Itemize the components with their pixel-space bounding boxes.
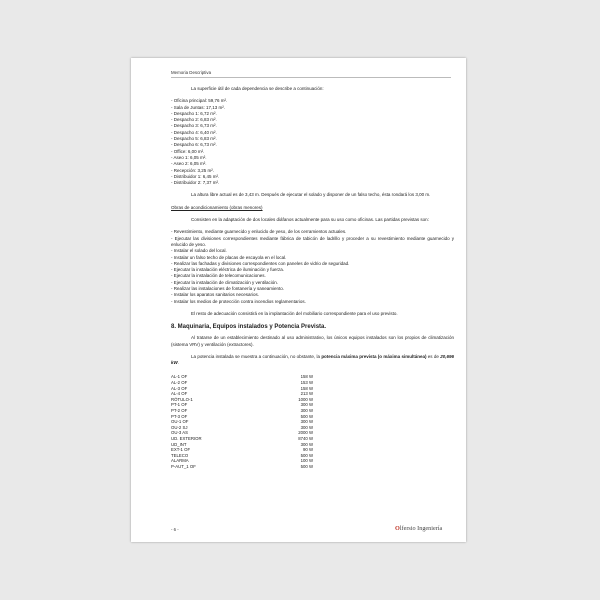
- list-item: - Realizar las fachadas y divisiones correspondientes con paneles de vidrio de seguridad.: [171, 260, 350, 266]
- brand-name: lfersio Ingeniería: [399, 525, 443, 532]
- equipment-name: OU-3 AS: [171, 430, 188, 436]
- power-paragraph: [171, 354, 454, 367]
- list-item: - Despacho 5: 6,83 m².: [171, 136, 217, 142]
- equipment-name: TELECO: [171, 452, 189, 458]
- works-list: [171, 229, 454, 305]
- document-page: [131, 58, 466, 542]
- equipment-name: PT-1 OF: [171, 402, 188, 408]
- list-item: - Despacho 4: 6,40 m².: [171, 129, 217, 135]
- equipment-power: 300 W: [300, 441, 313, 447]
- list-item: - Instalar los aparatos sanitarios necesarios.: [171, 292, 260, 298]
- list-item: - Sala de Juntas: 17,13 m².: [171, 104, 226, 110]
- surfaces-list: [171, 98, 454, 186]
- list-item: - Ejecutar las divisiones correspondientes mediante fábrica de tabicón de ladrillo y proceder a su revestimiento mediante guarnecido y enlucido de yeso.: [171, 235, 454, 247]
- equipment-power: 213 W: [300, 391, 313, 397]
- list-item: - Despacho 6: 6,73 m².: [171, 142, 217, 148]
- equipment-name: UD_INT: [171, 441, 187, 447]
- equipment-name: AL-4 OF: [171, 391, 188, 397]
- equipment-power: 100 W: [300, 458, 313, 464]
- power-value: 20,696 kW: [171, 353, 454, 366]
- equipment-name: EXT-1 OF: [171, 447, 191, 453]
- equipment-name: PT-2 OF: [171, 407, 188, 413]
- equipment-name: AL-3 OF: [171, 385, 188, 391]
- equipment-power: 500 W: [300, 452, 313, 458]
- list-item: - Ejecutar la instalación eléctrica de iluminación y fuerza.: [171, 267, 285, 273]
- section-8-paragraph: Al tratarse de un establecimiento destinado al uso administrativo, los únicos equipos instalados son los propios de climatización (sistema VRV) y ventilación (extractores).: [171, 335, 454, 347]
- running-header: Memoria Descriptiva: [171, 70, 451, 78]
- list-item: - Instalar el solado del local.: [171, 248, 227, 254]
- equipment-power: 90 W: [302, 447, 313, 453]
- list-item: - Despacho 1: 6,72 m².: [171, 110, 217, 116]
- footer-brand: [395, 525, 442, 532]
- page-number: - 6 -: [171, 527, 179, 532]
- furniture-paragraph: El resto de adecuación consistirá en la implantación del mobiliario correspondiente para el uso previsto.: [191, 310, 398, 316]
- list-item: - Ejecutar la instalación de climatización y ventilación.: [171, 279, 279, 285]
- list-item: - Aseo 2: 6,05 m².: [171, 161, 207, 167]
- list-item: - Despacho 2: 6,83 m².: [171, 117, 217, 123]
- brand-initial: O: [395, 525, 400, 532]
- works-heading: Obras de acondicionamiento (obras menores): [171, 204, 263, 210]
- power-text-pre: La potencia instalada se muestra a continuación, no obstante, la: [191, 353, 320, 359]
- equipment-table: [171, 374, 313, 469]
- list-item: - Recepción: 3,25 m².: [171, 167, 215, 173]
- equipment-power: 153 W: [300, 379, 313, 385]
- list-item: - Realizar las instalaciones de fontanería y saneamiento.: [171, 286, 285, 292]
- equipment-name: ALARMA: [171, 458, 189, 464]
- list-item: - Instalar un falso techo de placas de escayola en el local.: [171, 254, 287, 260]
- equipment-power: 300 W: [300, 424, 313, 430]
- equipment-power: 158 W: [300, 385, 313, 391]
- works-intro-paragraph: Consisten en la adaptación de dos locales diáfanos actualmente para su uso como oficinas. Las partidas previstas son:: [191, 217, 429, 223]
- equipment-name: AL-1 OF: [171, 374, 188, 380]
- equipment-power: 2000 W: [298, 430, 313, 436]
- power-text-end: .: [177, 360, 180, 366]
- equipment-name: RÓTULO-1: [171, 396, 193, 402]
- equipment-name: OU-2 SJ: [171, 424, 188, 430]
- equipment-name: PT-3 OF: [171, 413, 188, 419]
- equipment-name: AL-2 OF: [171, 379, 188, 385]
- equipment-name: OU-1 OF: [171, 419, 189, 425]
- list-item: - Ejecutar la instalación de telecomunicaciones.: [171, 273, 266, 279]
- height-paragraph: La altura libre actual es de 3,43 m. Después de ejecutar el solado y disponer de un falso techo, ésta rondará los 3,00 m.: [191, 192, 431, 198]
- section-8-heading: 8. Maquinaria, Equipos instalados y Potencia Prevista.: [171, 324, 327, 331]
- list-item: - Distribuidor 2: 7,37 m².: [171, 180, 220, 186]
- list-item: - Distribuidor 1: 6,45 m².: [171, 173, 220, 179]
- equipment-power: 500 W: [300, 463, 313, 469]
- table-row: [171, 464, 313, 470]
- list-item: - Oficina principal: 59,76 m².: [171, 98, 228, 104]
- list-item: - Revestimiento, mediante guarnecido y enlucido de yeso, de los cerramientos actuales.: [171, 229, 347, 235]
- list-item: - Aseo 1: 6,05 m².: [171, 154, 207, 160]
- equipment-power: 500 W: [300, 413, 313, 419]
- list-item: - Office: 6,00 m².: [171, 148, 205, 154]
- list-item: - Instalar los medios de protección contra incendios reglamentarios.: [171, 298, 306, 304]
- equipment-name: UD. EXTERIOR: [171, 435, 202, 441]
- equipment-power: 300 W: [300, 407, 313, 413]
- power-text-mid: es de: [427, 353, 439, 359]
- equipment-power: 8740 W: [298, 435, 313, 441]
- page-body: [171, 86, 454, 469]
- intro-paragraph: La superficie útil de cada dependencia se describe a continuación:: [191, 86, 324, 91]
- equipment-power: 300 W: [300, 419, 313, 425]
- equipment-power: 158 W: [300, 374, 313, 380]
- equipment-power: 1000 W: [298, 396, 313, 402]
- list-item: - Despacho 3: 6,73 m².: [171, 123, 217, 129]
- power-text-bold: potencia máxima prevista (o máxima simultánea): [321, 353, 427, 359]
- equipment-power: 300 W: [300, 402, 313, 408]
- equipment-name: P-AUT_1 OF: [171, 463, 196, 469]
